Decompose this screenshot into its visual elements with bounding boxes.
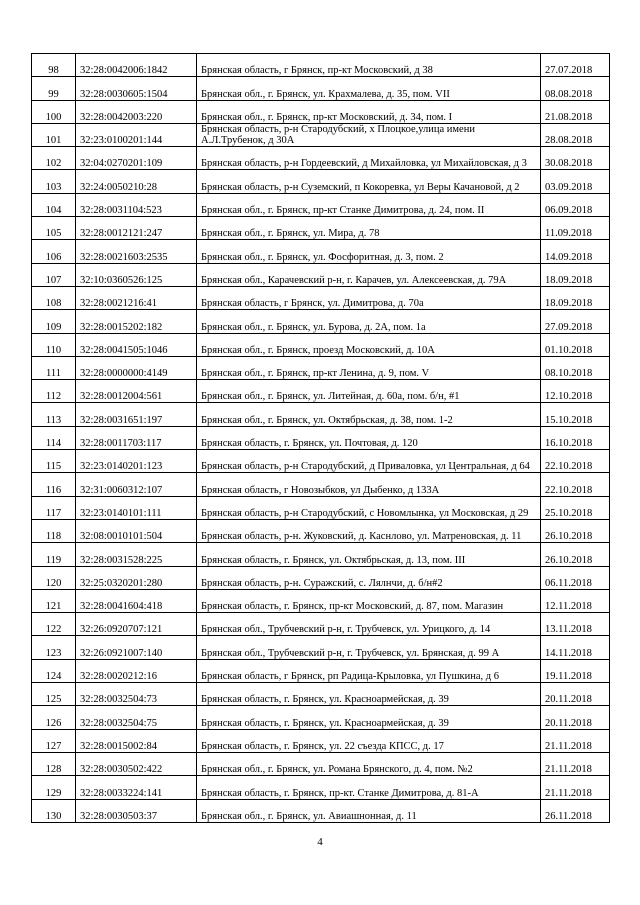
date-cell: 16.10.2018 (541, 426, 610, 449)
address-cell: Брянская обл., Карачевский р-н, г. Карачев, ул. Алексеевская, д. 79А (197, 263, 541, 286)
address-cell: Брянская обл., г. Брянск, пр-кт Московский, д. 34, пом. I (197, 100, 541, 123)
cadastral-number-cell: 32:04:0270201:109 (76, 147, 197, 170)
cadastral-number-cell: 32:28:0012121:247 (76, 217, 197, 240)
address-cell: Брянская область, г. Брянск, ул. Октябрьская, д. 13, пом. III (197, 543, 541, 566)
date-cell: 26.10.2018 (541, 543, 610, 566)
cadastral-number-cell: 32:28:0030503:37 (76, 799, 197, 822)
cadastral-number-cell: 32:10:0360526:125 (76, 263, 197, 286)
table-row (32, 636, 610, 659)
row-number-cell: 110 (32, 333, 76, 356)
address-cell: Брянская область, р-н Гордеевский, д Михайловка, ул Михайловская, д 3 (197, 147, 541, 170)
table-row (32, 659, 610, 682)
cadastral-number-cell: 32:31:0060312:107 (76, 473, 197, 496)
address-cell: Брянская обл., г. Брянск, ул. Авиашнонная, д. 11 (197, 799, 541, 822)
cadastral-number-cell: 32:28:0033224:141 (76, 776, 197, 799)
address-cell: Брянская область, г Брянск, ул. Димитрова, д. 70а (197, 286, 541, 309)
address-cell: Брянская обл., Трубчевский р-н, г. Трубчевск, ул. Брянская, д. 99 А (197, 636, 541, 659)
row-number-cell: 130 (32, 799, 76, 822)
row-number-cell: 103 (32, 170, 76, 193)
cadastral-number-cell: 32:28:0032504:75 (76, 706, 197, 729)
address-cell: Брянская обл., г. Брянск, ул. Октябрьская, д. 38, пом. 1-2 (197, 403, 541, 426)
table-row (32, 356, 610, 379)
date-cell: 27.09.2018 (541, 310, 610, 333)
cadastral-number-cell: 32:28:0021603:2535 (76, 240, 197, 263)
table-row (32, 286, 610, 309)
row-number-cell: 107 (32, 263, 76, 286)
address-cell: Брянская область, г. Брянск, ул. Красноармейская, д. 39 (197, 706, 541, 729)
date-cell: 21.11.2018 (541, 776, 610, 799)
table-row (32, 333, 610, 356)
address-cell: Брянская обл., Трубчевский р-н, г. Трубчевск, ул. Урицкого, д. 14 (197, 613, 541, 636)
date-cell: 20.11.2018 (541, 706, 610, 729)
row-number-cell: 104 (32, 193, 76, 216)
row-number-cell: 117 (32, 496, 76, 519)
table-row (32, 380, 610, 403)
cadastral-number-cell: 32:08:0010101:504 (76, 519, 197, 542)
cadastral-number-cell: 32:28:0041604:418 (76, 589, 197, 612)
cadastral-number-cell: 32:23:0100201:144 (76, 123, 197, 146)
table-row (32, 776, 610, 799)
row-number-cell: 125 (32, 683, 76, 706)
date-cell: 25.10.2018 (541, 496, 610, 519)
table-row (32, 496, 610, 519)
address-cell: Брянская область, г. Брянск, ул. 22 съезда КПСС, д. 17 (197, 729, 541, 752)
table-row (32, 543, 610, 566)
table-row (32, 589, 610, 612)
address-cell: Брянская обл., г. Брянск, ул. Бурова, д. 2А, пом. 1а (197, 310, 541, 333)
date-cell: 22.10.2018 (541, 473, 610, 496)
cadastral-number-cell: 32:28:0042006:1842 (76, 54, 197, 77)
date-cell: 12.11.2018 (541, 589, 610, 612)
address-cell: Брянская область, г Брянск, пр-кт Московский, д 38 (197, 54, 541, 77)
row-number-cell: 109 (32, 310, 76, 333)
row-number-cell: 129 (32, 776, 76, 799)
row-number-cell: 123 (32, 636, 76, 659)
address-cell: Брянская обл., г. Брянск, ул. Литейная, д. 60а, пом. б/н, #1 (197, 380, 541, 403)
date-cell: 22.10.2018 (541, 450, 610, 473)
row-number-cell: 121 (32, 589, 76, 612)
registry-table-body (32, 54, 610, 823)
row-number-cell: 128 (32, 752, 76, 775)
row-number-cell: 102 (32, 147, 76, 170)
table-row (32, 426, 610, 449)
address-cell: Брянская обл., г. Брянск, ул. Мира, д. 78 (197, 217, 541, 240)
date-cell: 06.11.2018 (541, 566, 610, 589)
date-cell: 26.11.2018 (541, 799, 610, 822)
cadastral-number-cell: 32:28:0031528:225 (76, 543, 197, 566)
cadastral-number-cell: 32:24:0050210:28 (76, 170, 197, 193)
table-row (32, 473, 610, 496)
row-number-cell: 108 (32, 286, 76, 309)
cadastral-number-cell: 32:23:0140201:123 (76, 450, 197, 473)
cadastral-number-cell: 32:28:0012004:561 (76, 380, 197, 403)
date-cell: 14.09.2018 (541, 240, 610, 263)
address-cell: Брянская область, г. Брянск, ул. Почтовая, д. 120 (197, 426, 541, 449)
table-row (32, 729, 610, 752)
row-number-cell: 124 (32, 659, 76, 682)
date-cell: 03.09.2018 (541, 170, 610, 193)
cadastral-number-cell: 32:26:0920707:121 (76, 613, 197, 636)
cadastral-number-cell: 32:26:0921007:140 (76, 636, 197, 659)
table-row (32, 706, 610, 729)
address-cell: Брянская обл., г. Брянск, проезд Московский, д. 10А (197, 333, 541, 356)
cadastral-number-cell: 32:25:0320201:280 (76, 566, 197, 589)
address-cell: Брянская область, р-н Стародубский, с Новомлынка, ул Московская, д 29 (197, 496, 541, 519)
date-cell: 21.08.2018 (541, 100, 610, 123)
table-row (32, 217, 610, 240)
address-cell: Брянская область, р-н. Жуковский, д. Каснлово, ул. Матреновская, д. 11 (197, 519, 541, 542)
table-row (32, 77, 610, 100)
cadastral-number-cell: 32:28:0042003:220 (76, 100, 197, 123)
address-cell: Брянская область, р-н Суземский, п Кокоревка, ул Веры Качановой, д 2 (197, 170, 541, 193)
row-number-cell: 116 (32, 473, 76, 496)
date-cell: 18.09.2018 (541, 263, 610, 286)
table-row (32, 240, 610, 263)
row-number-cell: 118 (32, 519, 76, 542)
page-number: 4 (317, 836, 323, 848)
cadastral-number-cell: 32:28:0015002:84 (76, 729, 197, 752)
date-cell: 28.08.2018 (541, 123, 610, 146)
row-number-cell: 100 (32, 100, 76, 123)
address-cell: Брянская обл., г. Брянск, ул. Фосфоритная, д. 3, пом. 2 (197, 240, 541, 263)
table-row (32, 613, 610, 636)
cadastral-number-cell: 32:28:0020212:16 (76, 659, 197, 682)
table-row (32, 123, 610, 146)
address-cell: Брянская область, г Брянск, рп Радица-Крыловка, ул Пушкина, д 6 (197, 659, 541, 682)
date-cell: 18.09.2018 (541, 286, 610, 309)
date-cell: 21.11.2018 (541, 729, 610, 752)
date-cell: 08.10.2018 (541, 356, 610, 379)
row-number-cell: 113 (32, 403, 76, 426)
table-row (32, 147, 610, 170)
row-number-cell: 119 (32, 543, 76, 566)
address-cell: Брянская область, г Новозыбков, ул Дыбенко, д 133А (197, 473, 541, 496)
cadastral-number-cell: 32:28:0030605:1504 (76, 77, 197, 100)
date-cell: 21.11.2018 (541, 752, 610, 775)
table-row (32, 54, 610, 77)
address-cell: Брянская обл., г. Брянск, пр-кт Ленина, д. 9, пом. V (197, 356, 541, 379)
table-row (32, 403, 610, 426)
cadastral-number-cell: 32:28:0031651:197 (76, 403, 197, 426)
cadastral-number-cell: 32:28:0032504:73 (76, 683, 197, 706)
row-number-cell: 99 (32, 77, 76, 100)
cadastral-number-cell: 32:28:0011703:117 (76, 426, 197, 449)
address-cell: Брянская область, р-н. Суражский, с. Лялнчи, д. б/н#2 (197, 566, 541, 589)
table-row (32, 566, 610, 589)
cadastral-number-cell: 32:28:0030502:422 (76, 752, 197, 775)
table-row (32, 193, 610, 216)
address-cell: Брянская обл., г. Брянск, ул. Романа Брянского, д. 4, пом. №2 (197, 752, 541, 775)
row-number-cell: 105 (32, 217, 76, 240)
table-row (32, 799, 610, 822)
date-cell: 14.11.2018 (541, 636, 610, 659)
table-row (32, 170, 610, 193)
row-number-cell: 127 (32, 729, 76, 752)
row-number-cell: 112 (32, 380, 76, 403)
row-number-cell: 122 (32, 613, 76, 636)
address-cell: Брянская область, р-н Стародубский, д Приваловка, ул Центральная, д 64 (197, 450, 541, 473)
table-row (32, 752, 610, 775)
date-cell: 06.09.2018 (541, 193, 610, 216)
table-row (32, 450, 610, 473)
row-number-cell: 114 (32, 426, 76, 449)
address-cell: Брянская обл., г. Брянск, ул. Крахмалева, д. 35, пом. VII (197, 77, 541, 100)
date-cell: 01.10.2018 (541, 333, 610, 356)
row-number-cell: 120 (32, 566, 76, 589)
date-cell: 11.09.2018 (541, 217, 610, 240)
cadastral-number-cell: 32:28:0041505:1046 (76, 333, 197, 356)
cadastral-number-cell: 32:28:0015202:182 (76, 310, 197, 333)
date-cell: 19.11.2018 (541, 659, 610, 682)
address-cell: Брянская область, г. Брянск, пр-кт. Станке Димитрова, д. 81-А (197, 776, 541, 799)
date-cell: 08.08.2018 (541, 77, 610, 100)
date-cell: 26.10.2018 (541, 519, 610, 542)
date-cell: 15.10.2018 (541, 403, 610, 426)
address-cell: Брянская область, г. Брянск, ул. Красноармейская, д. 39 (197, 683, 541, 706)
registry-table (31, 53, 610, 823)
row-number-cell: 115 (32, 450, 76, 473)
date-cell: 20.11.2018 (541, 683, 610, 706)
table-row (32, 100, 610, 123)
row-number-cell: 106 (32, 240, 76, 263)
address-cell: Брянская обл., г. Брянск, пр-кт Станке Димитрова, д. 24, пом. II (197, 193, 541, 216)
row-number-cell: 98 (32, 54, 76, 77)
row-number-cell: 111 (32, 356, 76, 379)
row-number-cell: 101 (32, 123, 76, 146)
date-cell: 30.08.2018 (541, 147, 610, 170)
date-cell: 12.10.2018 (541, 380, 610, 403)
cadastral-number-cell: 32:28:0021216:41 (76, 286, 197, 309)
table-row (32, 683, 610, 706)
cadastral-number-cell: 32:28:0031104:523 (76, 193, 197, 216)
date-cell: 27.07.2018 (541, 54, 610, 77)
cadastral-number-cell: 32:28:0000000:4149 (76, 356, 197, 379)
address-cell: Брянская область, г. Брянск, пр-кт Московский, д. 87, пом. Магазин (197, 589, 541, 612)
table-row (32, 310, 610, 333)
address-cell: Брянская область, р-н Стародубский, х Плоцкое,улица имени А.Л.Трубенок, д 30А (197, 123, 541, 146)
table-row (32, 263, 610, 286)
date-cell: 13.11.2018 (541, 613, 610, 636)
table-row (32, 519, 610, 542)
cadastral-number-cell: 32:23:0140101:111 (76, 496, 197, 519)
row-number-cell: 126 (32, 706, 76, 729)
